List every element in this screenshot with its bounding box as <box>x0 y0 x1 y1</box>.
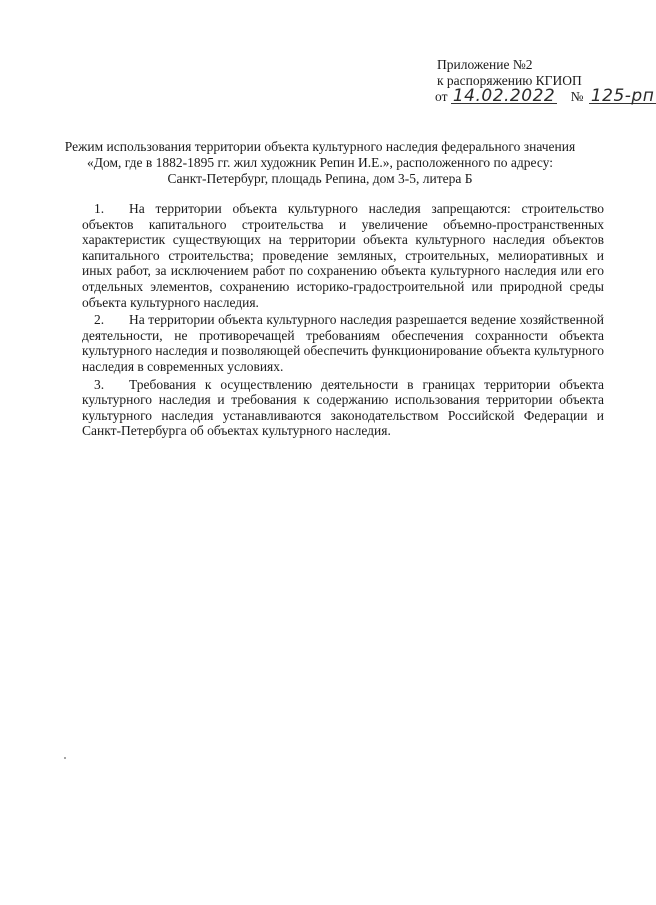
from-label: от <box>435 89 448 104</box>
appendix-header <box>435 57 656 105</box>
paragraph-3 <box>82 377 604 439</box>
scan-speck <box>64 757 66 759</box>
paragraph-1 <box>82 201 604 310</box>
paragraph-number: 1. <box>94 201 105 216</box>
paragraph-number: 3. <box>94 376 105 392</box>
title-line-1: Режим использования территории объекта культурного наследия федерального значения <box>64 139 576 154</box>
handwritten-date: 14.02.2022 <box>452 86 556 106</box>
title-line-2: «Дом, где в 1882-1895 гг. жил художник Репин И.Е.», расположенного по адресу: <box>87 155 553 170</box>
paragraph-text: Требования к осуществлению деятельности в границах территории объекта культурного наследия и требования к содержанию использования территории объекта культурного наследия устанавливаются законодательством Российской Федерации и Санкт-Петербурга об объектах культурного наследия. <box>82 376 604 439</box>
appendix-order-reference: к распоряжению КГИОП <box>437 73 582 88</box>
appendix-title: Приложение №2 <box>437 57 533 72</box>
title-line-3: Санкт-Петербург, площадь Репина, дом 3-5, литера Б <box>167 171 473 186</box>
handwritten-number: 125-рп <box>590 86 655 106</box>
paragraph-2 <box>82 312 604 374</box>
paragraph-text: На территории объекта культурного наследия разрешается ведение хозяйственной деятельности, не противоречащей требованиям обеспечения сохранности объекта культурного наследия и позволяющей обеспечить функционирование объекта культурного наследия в современных условиях. <box>82 312 604 374</box>
number-label: № <box>570 89 584 104</box>
paragraph-number: 2. <box>94 312 105 328</box>
document-title <box>60 139 580 187</box>
appendix-date-number-line <box>435 86 656 106</box>
paragraph-text: На территории объекта культурного наследия запрещаются: строительство объектов капитального строительства и увеличение объемно-пространственных характеристик существующих на территории объекта культурного наследия объектов капитального строительства; проведение земляных, строительных, мелиоративных и иных работ, за исключением работ по сохранению объекта культурного наследия или его отдельных элементов, сохранению историко-градостроительной или природной среды объекта культурного наследия. <box>82 201 604 310</box>
document-body <box>82 201 604 441</box>
